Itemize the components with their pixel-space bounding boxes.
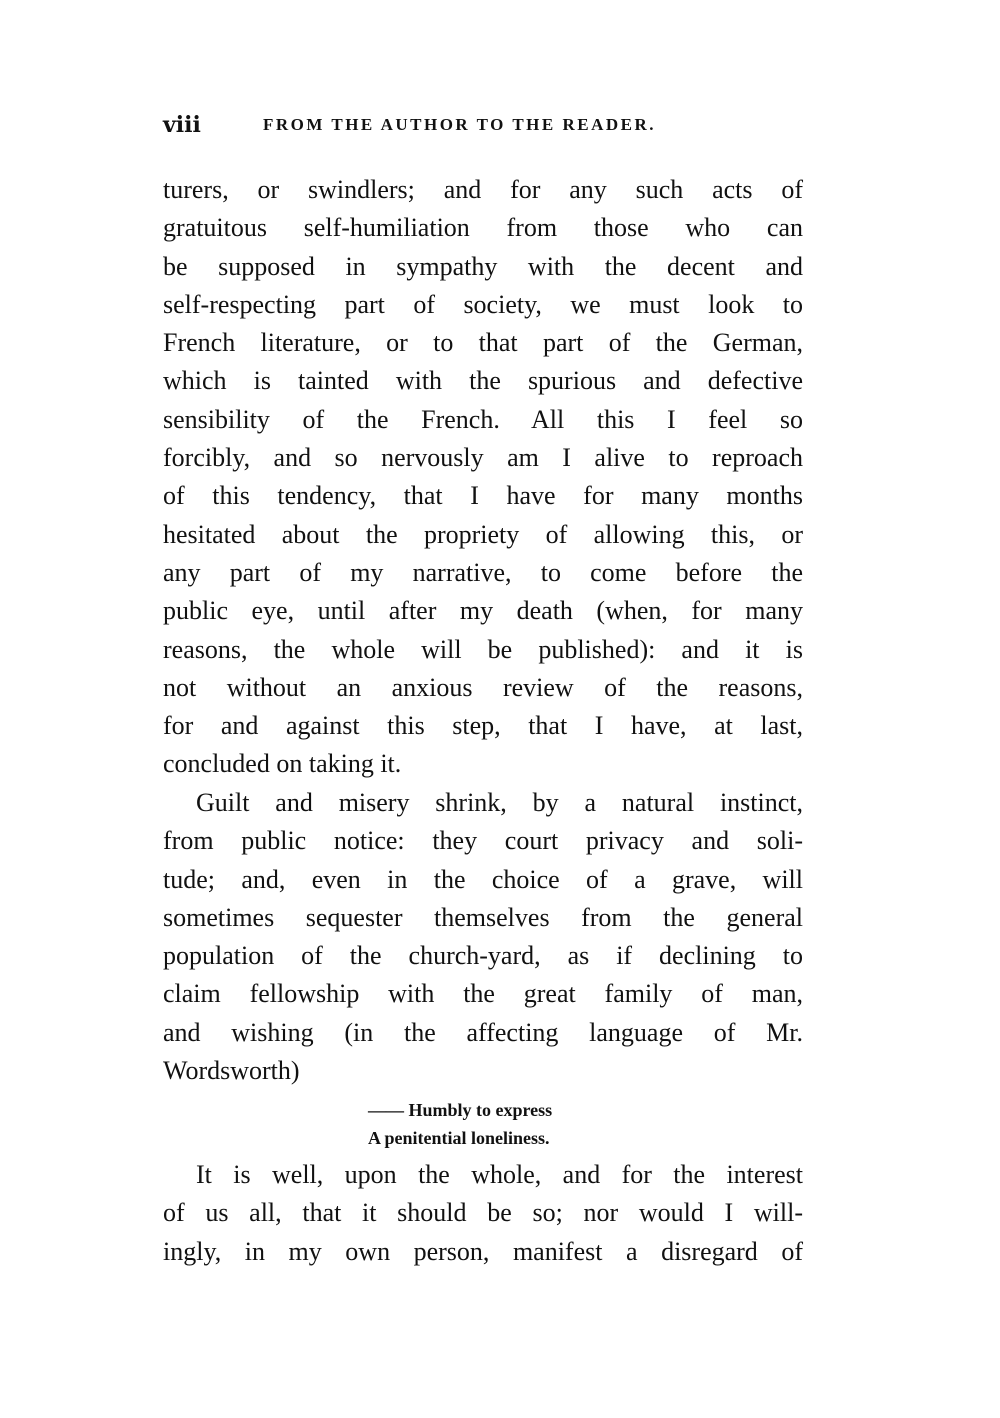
text-line: tude; and, even in the choice of a grave, will: [163, 864, 803, 894]
text-line: of us all, that it should be so; nor would I will-: [163, 1198, 803, 1228]
paragraph-1: [163, 171, 803, 784]
text-line: public eye, until after my death (when, for many: [163, 596, 803, 626]
text-line: gratuitous self-humiliation from those who can: [163, 213, 803, 243]
text-line: sensibility of the French. All this I feel so: [163, 404, 803, 434]
text-line: turers, or swindlers; and for any such acts of: [163, 175, 803, 204]
text-line: population of the church-yard, as if declining to: [163, 941, 803, 971]
text-line: and wishing (in the affecting language of Mr.: [163, 1017, 803, 1047]
text-line: reasons, the whole will be published): and it is: [163, 634, 803, 664]
text-line: It is well, upon the whole, and for the interest: [196, 1160, 803, 1189]
text-line: French literature, or to that part of the German,: [163, 328, 803, 358]
text-line: be supposed in sympathy with the decent and: [163, 251, 803, 281]
text-line: ingly, in my own person, manifest a disregard of: [163, 1236, 803, 1266]
text-line: forcibly, and so nervously am I alive to reproach: [163, 443, 803, 473]
paragraph-3: [163, 1156, 803, 1271]
text-line: from public notice: they court privacy and soli-: [163, 826, 803, 856]
verse-quote: [368, 1096, 552, 1152]
quote-line: A penitential loneliness.: [368, 1128, 550, 1148]
quote-line: —— Humbly to express: [368, 1100, 553, 1120]
text-line: self-respecting part of society, we must look to: [163, 289, 803, 319]
text-line: hesitated about the propriety of allowing this, or: [163, 519, 803, 549]
text-line: Guilt and misery shrink, by a natural instinct,: [196, 788, 803, 817]
page-number: viii: [163, 112, 201, 138]
text-line: Wordsworth): [163, 1056, 300, 1086]
text-line: concluded on taking it.: [163, 749, 402, 779]
running-title: FROM THE AUTHOR TO THE READER.: [263, 115, 657, 134]
text-line: for and against this step, that I have, at last,: [163, 711, 803, 741]
text-line: of this tendency, that I have for many months: [163, 481, 803, 511]
paragraph-2: [163, 784, 803, 1090]
text-line: which is tainted with the spurious and defective: [163, 366, 803, 396]
text-line: claim fellowship with the great family of man,: [163, 979, 803, 1009]
text-line: any part of my narrative, to come before the: [163, 557, 803, 587]
text-line: sometimes sequester themselves from the general: [163, 902, 803, 932]
text-line: not without an anxious review of the reasons,: [163, 672, 803, 702]
page-header: [163, 112, 803, 142]
